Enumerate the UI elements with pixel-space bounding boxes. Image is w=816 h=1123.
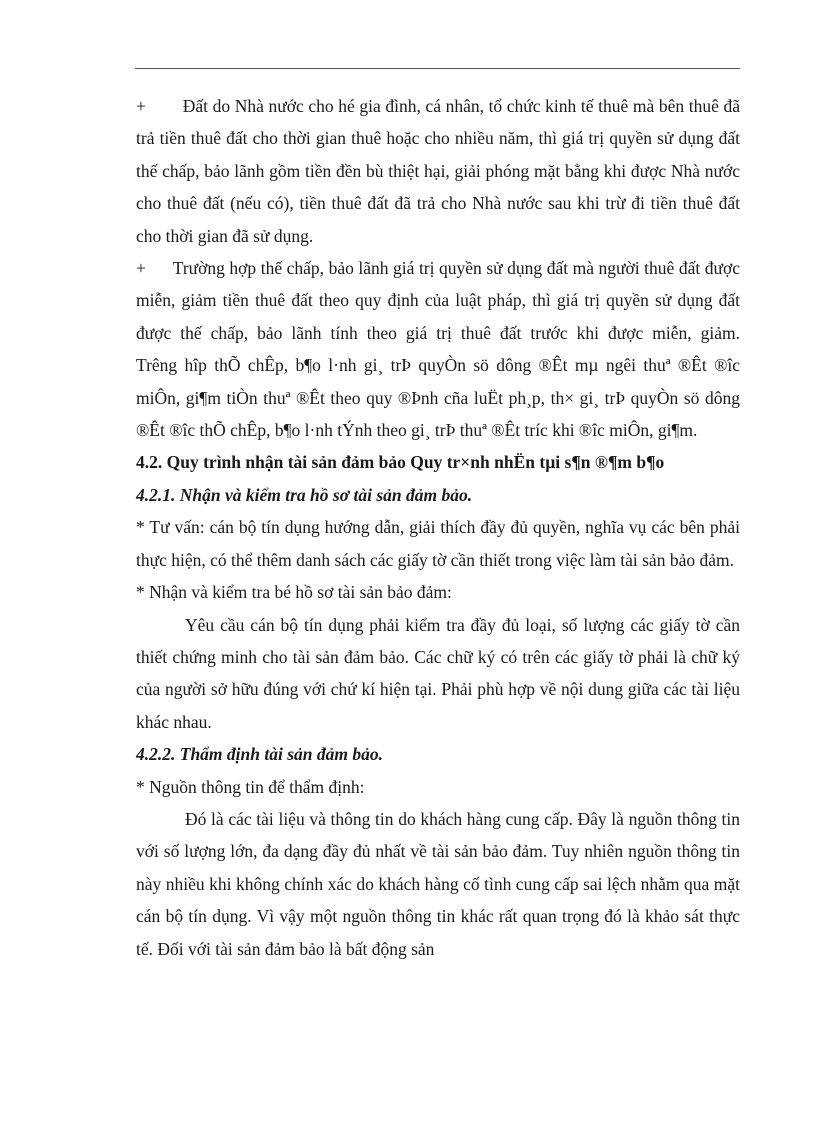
header-rule (135, 68, 740, 69)
paragraph-customer-documents: Đó là các tài liệu và thông tin do khách hàng cung cấp. Đây là nguồn thông tin với số lượng lớn, đa dạng đầy đủ nhất về tài sản bảo đảm. Tuy nhiên nguồn thông tin này nhiều khi không chính xác do khách hàng cố tình cung cấp sai lệch nhằm qua mặt cán bộ tín dụng. Vì vậy một nguồn thông tin khác rất quan trọng đó là khảo sát thực tế. Đối với tài sản đảm bảo là bất động sản (136, 808, 740, 959)
section-heading-4-2: 4.2. Quy trình nhận tài sản đảm bảo Quy tr×nh nhËn tµi s¶n ®¶m b¶o (136, 452, 665, 473)
subsection-heading-4-2-2: 4.2.2. Thẩm định tài sản đảm bảo. (136, 744, 383, 765)
paragraph-land-lease-paid: + Đất do Nhà nước cho hé gia đình, cá nhân, tổ chức kinh tế thuê mà bên thuê đã trả tiền thuê đất cho thời gian thuê hoặc cho nhiều năm, thì giá trị quyền sử dụng đất thế chấp, bảo lãnh gồm tiền đền bù thiệt hại, giải phóng mặt bằng khi được Nhà nước cho thuê đất (nếu có), tiền thuê đất đã trả cho Nhà nước sau khi trừ đi tiền thuê đất cho thời gian đã sử dụng. (136, 96, 745, 246)
paragraph-requirements: Yêu cầu cán bộ tín dụng phải kiểm tra đầy đủ loại, số lượng các giấy tờ cần thiết chứng minh cho tài sản đảm bảo. Các chữ ký có trên các giấy tờ phải là chữ ký của người sở hữu đúng với chứ kí hiện tại. Phải phù hợp về nội dung giữa các tài liệu khác nhau. (136, 614, 740, 732)
document-body (136, 90, 775, 965)
paragraph-receive-check: * Nhận và kiểm tra bé hồ sơ tài sản bảo đảm: (136, 582, 452, 603)
paragraph-consulting: * Tư vấn: cán bộ tín dụng hướng dẫn, giải thích đầy đủ quyền, nghĩa vụ các bên phải thực hiện, có thể thêm danh sách các giấy tờ cần thiết trong việc làm tài sản bảo đảm. (136, 517, 740, 570)
paragraph-info-sources: * Nguồn thông tin để thẩm định: (136, 776, 365, 797)
subsection-heading-4-2-1: 4.2.1. Nhận và kiểm tra hồ sơ tài sản đảm bảo. (136, 484, 473, 505)
paragraph-land-lease-exempt: + Trường hợp thế chấp, bảo lãnh giá trị quyền sử dụng đất mà người thuê đất được miễn, giảm tiền thuê đất theo quy định của luật pháp, thì giá trị quyền sử dụng đất được thế chấp, bảo lãnh tính theo giá trị thuê đất trước khi được miễn, giảm. Trêng hîp thÕ chÊp, b¶o l·nh gi¸ trÞ quyÒn sö dông ®Êt mµ ngêi thuª ®Êt ®îc miÔn, gi¶m tiÒn thuª ®Êt theo quy ®Þnh cña luËt ph¸p, th× gi¸ trÞ quyÒn sö dông ®Êt ®îc thÕ chÊp, b¶o l·nh tÝnh theo gi¸ trÞ thuª ®Êt tríc khi ®îc miÔn, gi¶m. (136, 258, 775, 441)
